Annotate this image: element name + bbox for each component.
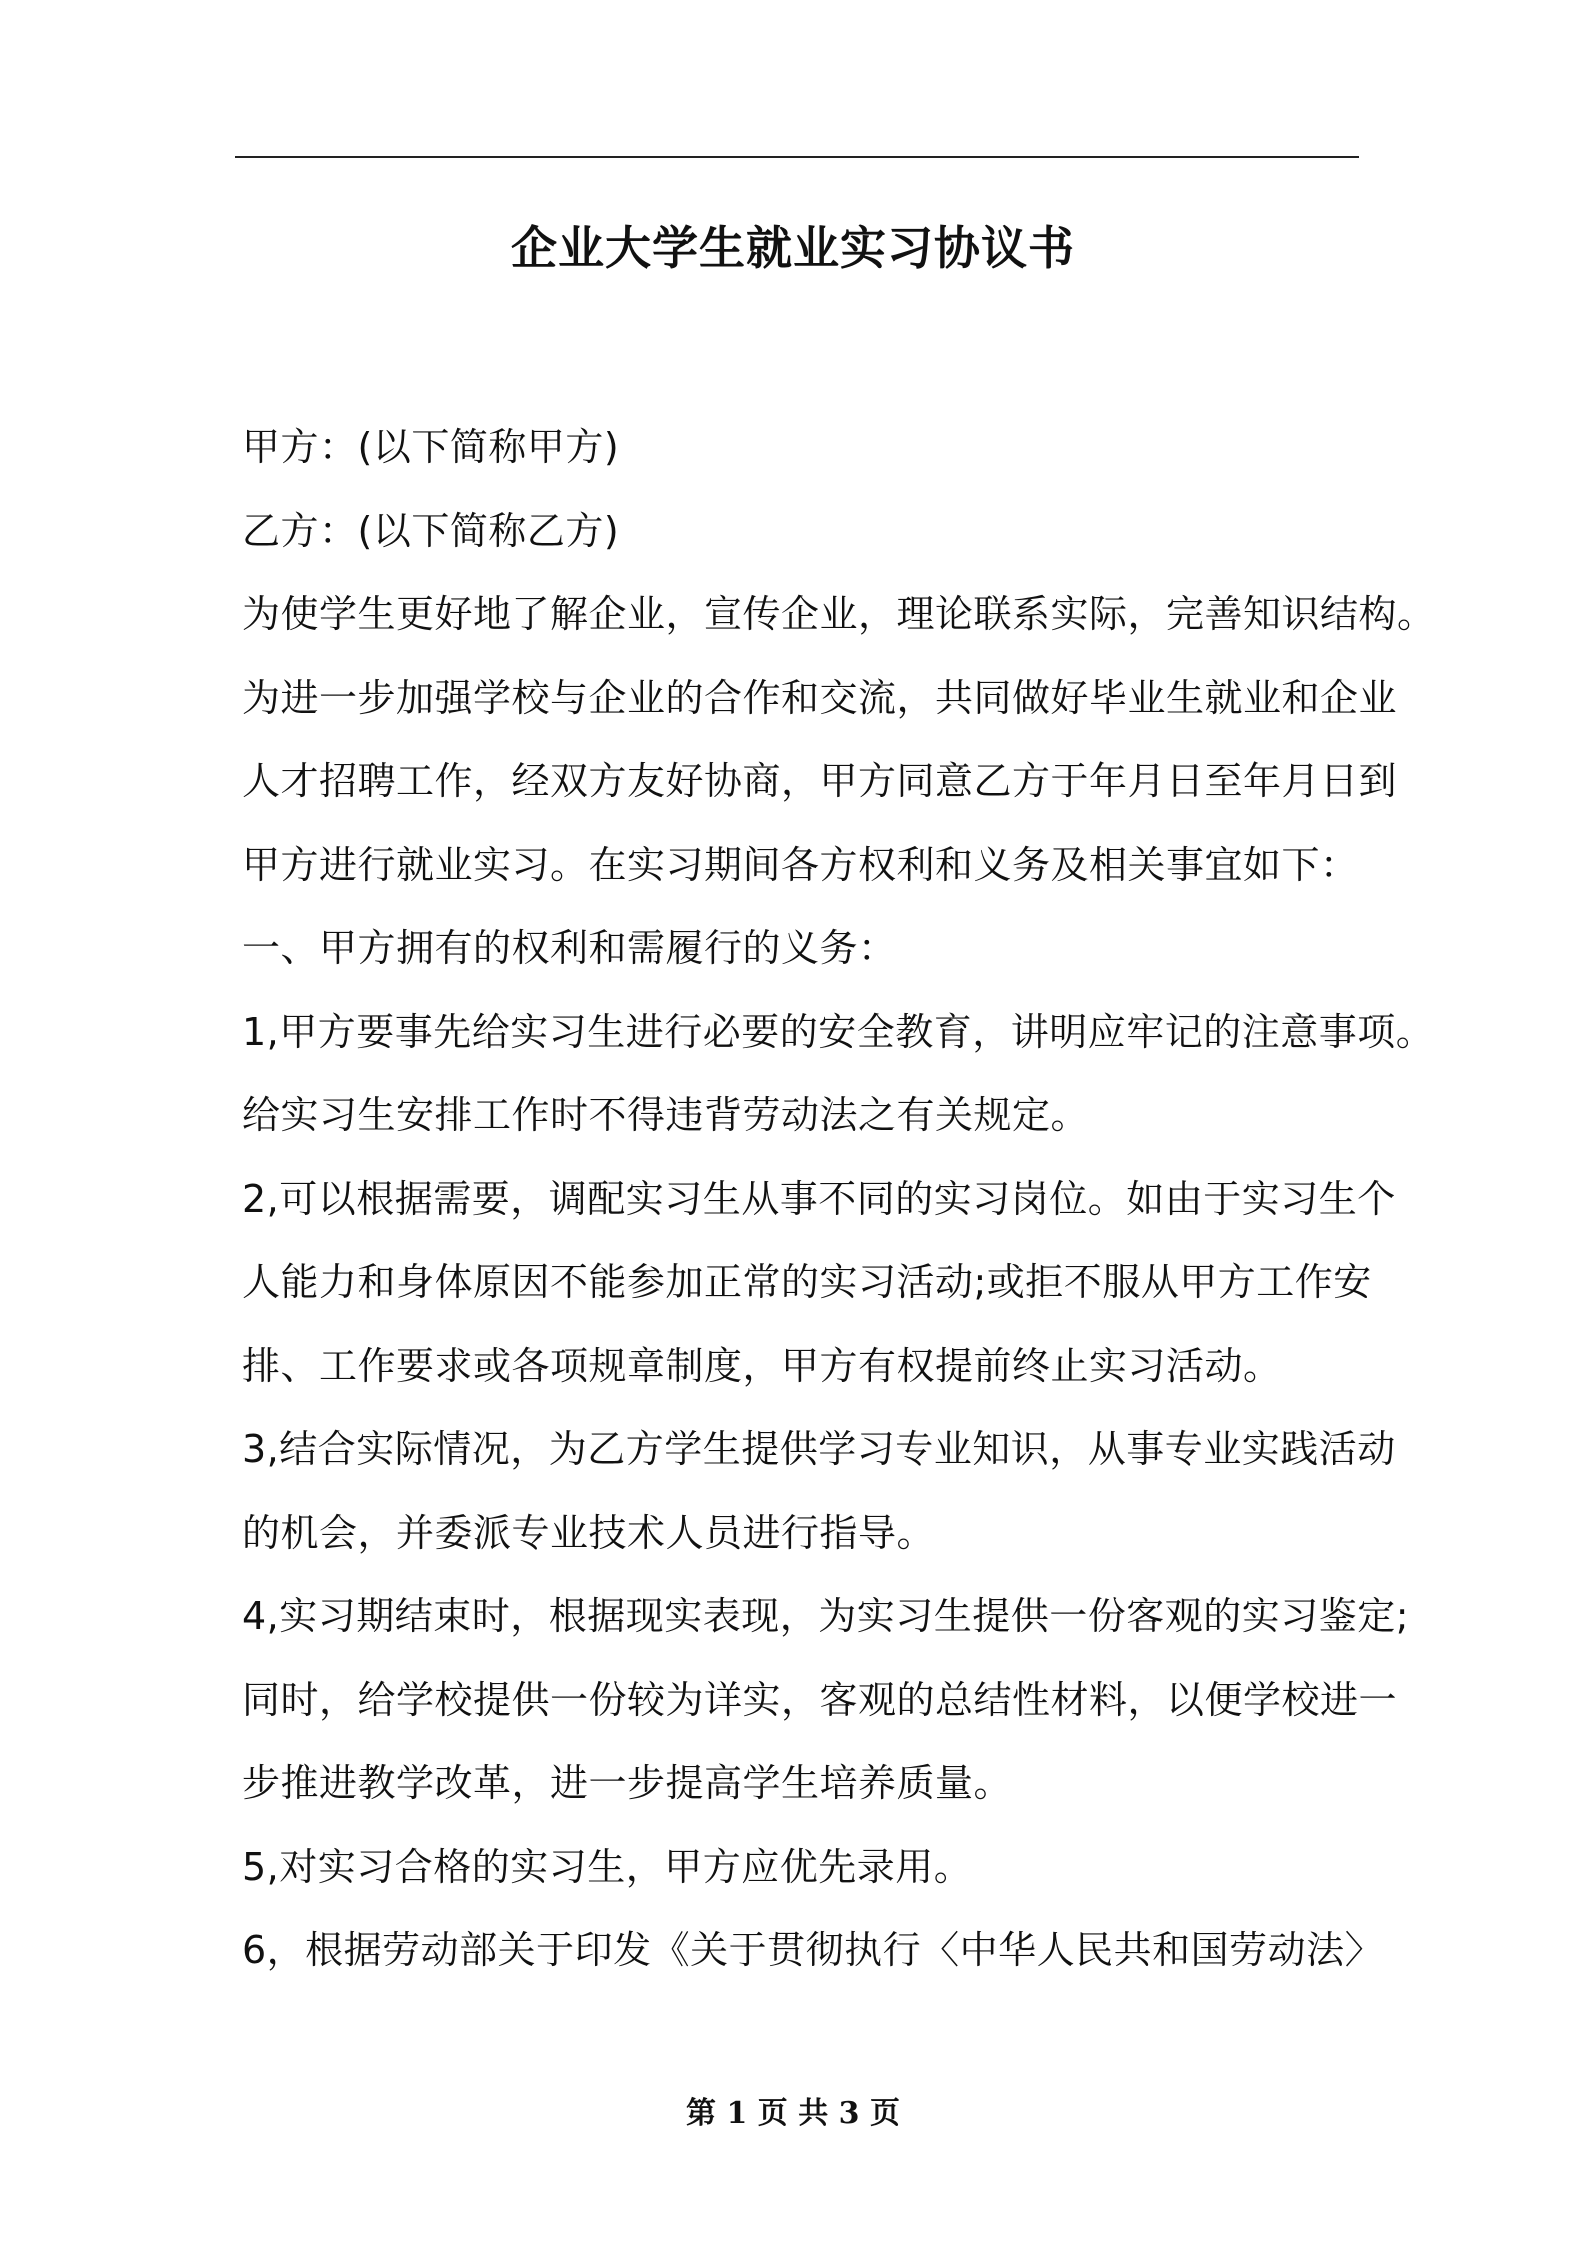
document-body <box>242 406 1436 1993</box>
body-line: 6，根据劳动部关于印发《关于贯彻执行〈中华人民共和国劳动法〉 <box>242 1928 1384 1972</box>
section-heading: 一、甲方拥有的权利和需履行的义务： <box>242 926 897 970</box>
body-line: 人能力和身体原因不能参加正常的实习活动;或拒不服从甲方工作安 <box>242 1260 1372 1304</box>
body-line: 甲方进行就业实习。在实习期间各方权利和义务及相关事宜如下： <box>242 842 1359 887</box>
body-line: 4,实习期结束时，根据现实表现，为实习生提供一份客观的实习鉴定; <box>242 1594 1410 1638</box>
body-line: 步推进教学改革，进一步提高学生培养质量。 <box>242 1761 1013 1805</box>
body-line: 5,对实习合格的实习生，甲方应优先录用。 <box>242 1844 973 1889</box>
party-a-line: 甲方：(以下简称甲方) <box>242 425 620 469</box>
body-line: 给实习生安排工作时不得违背劳动法之有关规定。 <box>242 1093 1090 1137</box>
body-line: 为进一步加强学校与企业的合作和交流，共同做好毕业生就业和企业 <box>242 675 1398 720</box>
body-line: 排、工作要求或各项规章制度，甲方有权提前终止实习活动。 <box>242 1343 1282 1388</box>
body-line: 的机会，并委派专业技术人员进行指导。 <box>242 1510 936 1555</box>
party-b-line: 乙方：(以下简称乙方) <box>242 508 620 553</box>
header-rule <box>235 156 1359 158</box>
body-line: 2,可以根据需要，调配实习生从事不同的实习岗位。如由于实习生个 <box>242 1176 1396 1221</box>
body-line: 1,甲方要事先给实习生进行必要的安全教育，讲明应牢记的注意事项。 <box>242 1009 1435 1054</box>
document-title: 企业大学生就业实习协议书 <box>511 221 1075 275</box>
page-number: 第 1 页 共 3 页 <box>686 2096 900 2131</box>
body-line: 为使学生更好地了解企业，宣传企业，理论联系实际，完善知识结构。 <box>242 592 1436 636</box>
body-line: 人才招聘工作，经双方友好协商，甲方同意乙方于年月日至年月日到 <box>242 759 1398 803</box>
body-line: 同时，给学校提供一份较为详实，客观的总结性材料，以便学校进一 <box>242 1677 1398 1722</box>
body-line: 3,结合实际情况，为乙方学生提供学习专业知识，从事专业实践活动 <box>242 1427 1396 1471</box>
